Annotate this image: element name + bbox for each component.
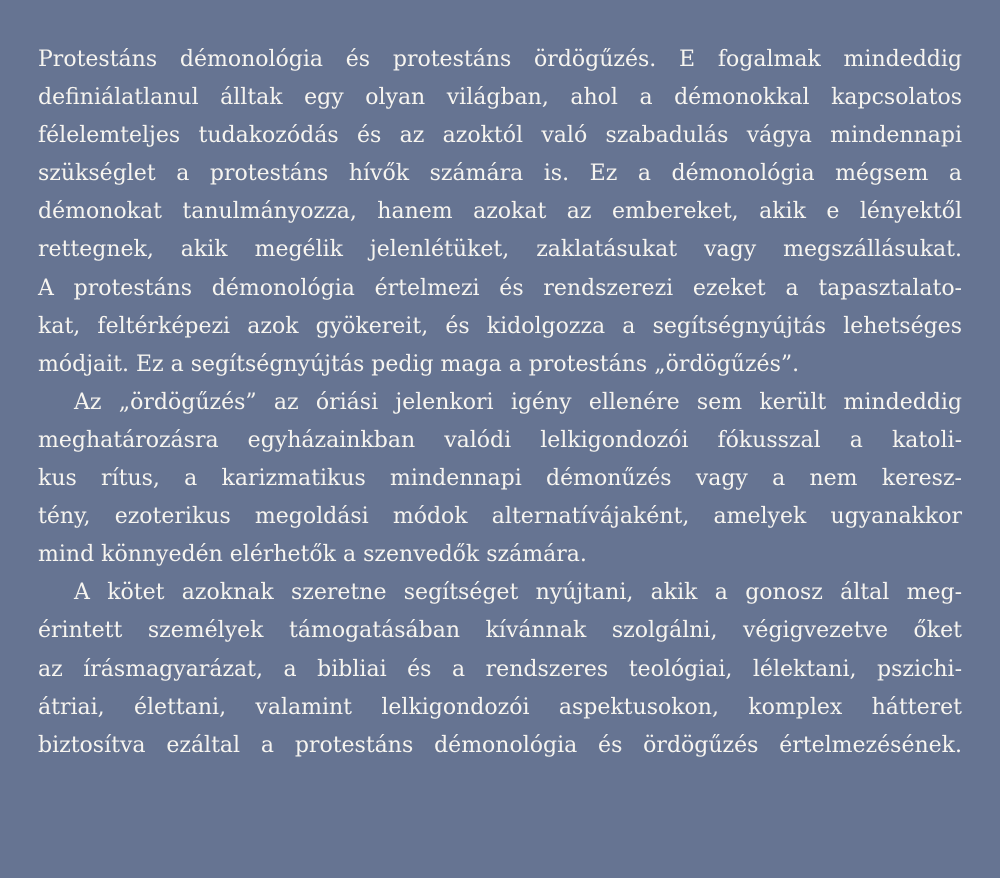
text-line: biztosítva ezáltal a protestáns démonológia és ördögűzés értelmezésének. bbox=[38, 732, 962, 758]
text-line: mind könnyedén elérhetők a szenvedők számára. bbox=[38, 542, 587, 568]
paragraph-3 bbox=[38, 574, 962, 764]
text-block bbox=[38, 41, 962, 765]
text-line: módjait. Ez a segítségnyújtás pedig maga a protestáns „ördögűzés”. bbox=[38, 351, 800, 377]
text-line: az írásmagyarázat, a bibliai és a rendszeres teológiai, lélektani, pszichi- bbox=[38, 656, 962, 682]
text-line: érintett személyek támogatásában kívánnak szolgálni, végigvezetve őket bbox=[38, 618, 962, 644]
text-line: félelemteljes tudakozódás és az azoktól való szabadulás vágya mindennapi bbox=[38, 123, 962, 149]
text-line: kat, feltérképezi azok gyökereit, és kidolgozza a segítségnyújtás lehetséges bbox=[38, 313, 962, 339]
text-line: A kötet azoknak szeretne segítséget nyújtani, akik a gonosz által meg- bbox=[74, 580, 962, 606]
text-line: definiálatlanul álltak egy olyan világban, ahol a démonokkal kapcsolatos bbox=[38, 85, 962, 111]
text-line: démonokat tanulmányozza, hanem azokat az embereket, akik e lényektől bbox=[38, 199, 962, 225]
text-line: Protestáns démonológia és protestáns ördögűzés. E fogalmak mindeddig bbox=[38, 47, 962, 72]
text-line: rettegnek, akik megélik jelenlétüket, zaklatásukat vagy megszállásukat. bbox=[38, 237, 962, 263]
text-line: tény, ezoterikus megoldási módok alternatívájaként, amelyek ugyanakkor bbox=[38, 504, 962, 530]
paragraph-2 bbox=[38, 384, 962, 574]
text-line: átriai, élettani, valamint lelkigondozói aspektusokon, komplex hátteret bbox=[38, 694, 962, 720]
text-line: A protestáns démonológia értelmezi és rendszerezi ezeket a tapasztalato- bbox=[38, 275, 962, 301]
text-line: meghatározásra egyházainkban valódi lelkigondozói fókusszal a katoli- bbox=[38, 427, 962, 453]
text-line: kus rítus, a karizmatikus mindennapi démonűzés vagy a nem keresz- bbox=[38, 466, 962, 492]
text-line: Az „ördögűzés” az óriási jelenkori igény ellenére sem került mindeddig bbox=[74, 389, 962, 415]
text-line: szükséglet a protestáns hívők számára is. Ez a démonológia mégsem a bbox=[38, 161, 962, 187]
paragraph-1 bbox=[38, 41, 962, 384]
